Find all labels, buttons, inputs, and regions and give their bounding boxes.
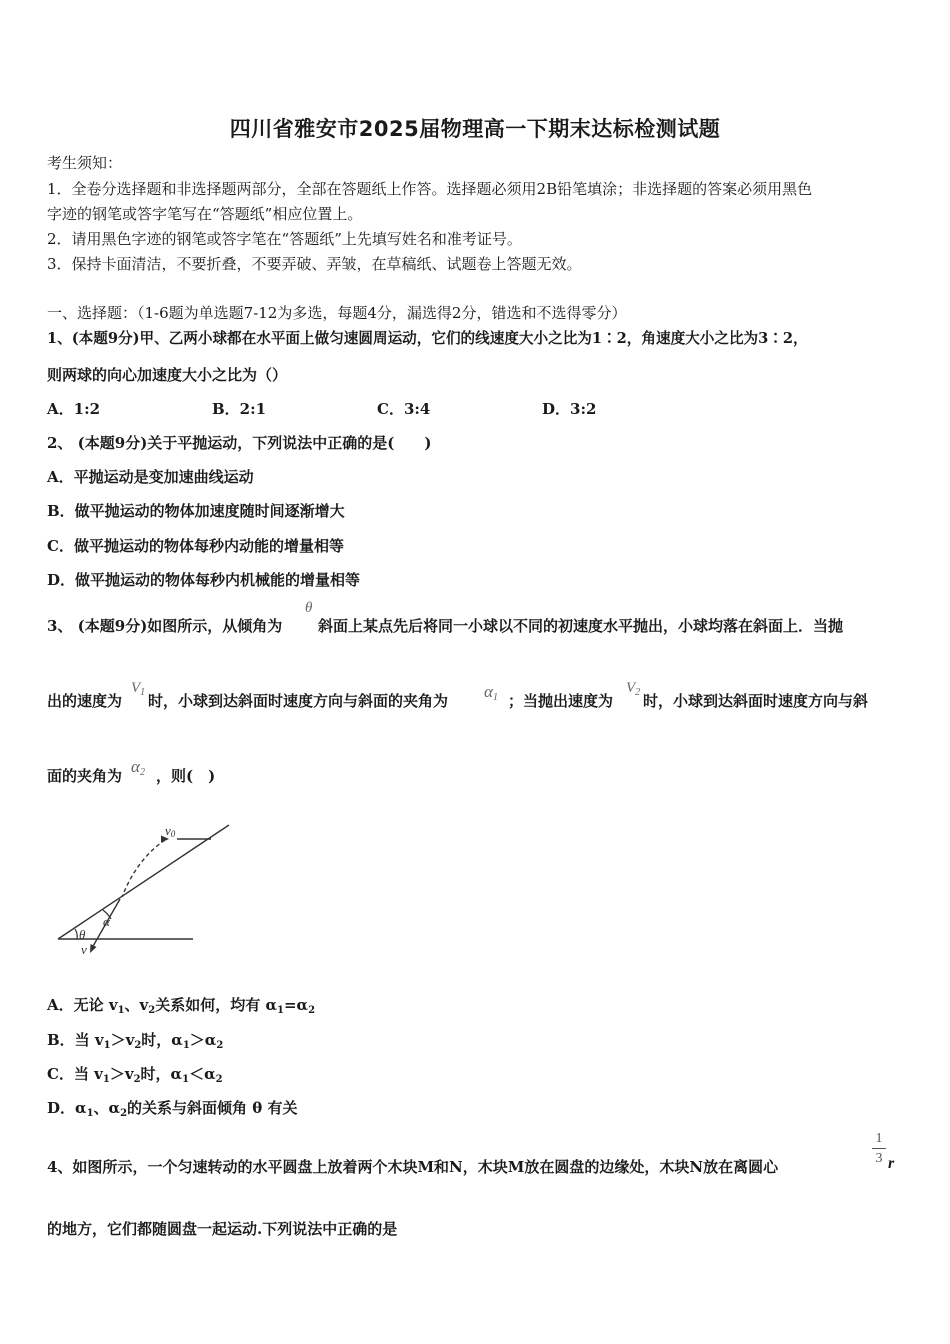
- q3-theta-symbol: θ: [305, 600, 313, 616]
- q1-stem-line1: 1、(本题9分)甲、乙两小球都在水平面上做匀速圆周运动，它们的线速度大小之比为1∶2，角速度大小之比为3∶2，: [47, 330, 808, 347]
- q4-stem-line1: 4、如图所示，一个匀速转动的水平圆盘上放着两个木块M和N，木块M放在圆盘的边缘处，木块N放在离圆心: [47, 1158, 779, 1176]
- q3-line2-a: 出的速度为: [47, 692, 123, 710]
- q4-fraction-denominator: 3: [872, 1148, 886, 1169]
- q1-option-b: B．2:1: [212, 400, 267, 418]
- page-title: 四川省雅安市2025届物理高一下期末达标检测试题: [229, 117, 721, 141]
- q3-alpha1-symbol: $\alpha_1$: [484, 682, 498, 703]
- q1-stem-line2: 则两球的向心加速度大小之比为（）: [47, 366, 288, 384]
- q4-stem-line2: 的地方，它们都随圆盘一起运动.下列说法中正确的是: [47, 1220, 398, 1238]
- label-v0: v0: [165, 823, 176, 839]
- q3-alpha2-symbol: $\alpha_2$: [131, 757, 145, 778]
- q3-line1-start: 3、 (本题9分)如图所示，从倾角为: [47, 617, 283, 635]
- trajectory-curve: [122, 840, 165, 897]
- q3-option-d: D．$\alpha_1$、$\alpha_2$的关系与斜面倾角 θ 有关: [47, 1099, 298, 1119]
- q1-option-d: D．3:2: [542, 400, 597, 418]
- section-heading: 一、选择题：（1-6题为单选题7-12为多选，每题4分，漏选得2分，错选和不选得零分）: [47, 304, 627, 322]
- q3-line3-a: 面的夹角为: [47, 767, 123, 785]
- q3-line3-b: ，则( ): [156, 767, 216, 785]
- label-alpha: α: [103, 914, 110, 929]
- q3-line1-end: 斜面上某点先后将同一小球以不同的初速度水平抛出，小球均落在斜面上．当抛: [318, 617, 844, 635]
- q2-option-d: D．做平抛运动的物体每秒内机械能的增量相等: [47, 571, 361, 589]
- q3-line2-d: 时，小球到达斜面时速度方向与斜: [643, 692, 869, 710]
- q4-fraction: [872, 1131, 886, 1169]
- q1-option-c: C．3:4: [377, 400, 431, 418]
- q1-option-a: A．1:2: [47, 400, 101, 418]
- notice-line-1: 1．全卷分选择题和非选择题两部分，全部在答题纸上作答。选择题必须用2B铅笔填涂；非选择题的答案必须用黑色: [47, 180, 813, 198]
- q3-v2-symbol: $V_2$: [626, 680, 641, 698]
- incline-line: [58, 825, 229, 939]
- q3-line2-c: ；当抛出速度为: [508, 692, 614, 710]
- q4-fraction-numerator: 1: [875, 1131, 883, 1146]
- notice-line-2: 2．请用黑色字迹的钢笔或答字笔在“答题纸”上先填写姓名和准考证号。: [47, 230, 522, 248]
- q3-option-a: A．无论 $v_1$、$v_2$关系如何，均有 $\alpha_1=\alpha_2$: [47, 996, 316, 1016]
- q3-figure: [45, 815, 245, 960]
- q3-option-c: C．当 $v_1>v_2$时，$\alpha_1<\alpha_2$: [47, 1065, 223, 1085]
- q4-radius-symbol: r: [888, 1155, 895, 1172]
- q3-v1-symbol: $V_1$: [131, 680, 146, 698]
- q2-option-b: B．做平抛运动的物体加速度随时间逐渐增大: [47, 502, 345, 520]
- theta-angle-arc: [75, 929, 77, 939]
- q3-line2-b: 时，小球到达斜面时速度方向与斜面的夹角为: [148, 692, 449, 710]
- label-theta: θ: [79, 927, 86, 942]
- notice-line-1-cont: 字迹的钢笔或答字笔写在“答题纸”相应位置上。: [47, 205, 363, 223]
- q3-option-b: B．当 $v_1>v_2$时，$\alpha_1>\alpha_2$: [47, 1031, 224, 1051]
- q2-stem: 2、 (本题9分)关于平抛运动，下列说法中正确的是( ): [47, 434, 432, 452]
- notice-line-3: 3．保持卡面清洁，不要折叠，不要弄破、弄皱，在草稿纸、试题卷上答题无效。: [47, 255, 582, 273]
- notice-heading: 考生须知：: [47, 154, 123, 172]
- label-v: v: [81, 942, 87, 957]
- q2-option-a: A．平抛运动是变加速曲线运动: [47, 468, 254, 486]
- q2-option-c: C．做平抛运动的物体每秒内动能的增量相等: [47, 537, 344, 555]
